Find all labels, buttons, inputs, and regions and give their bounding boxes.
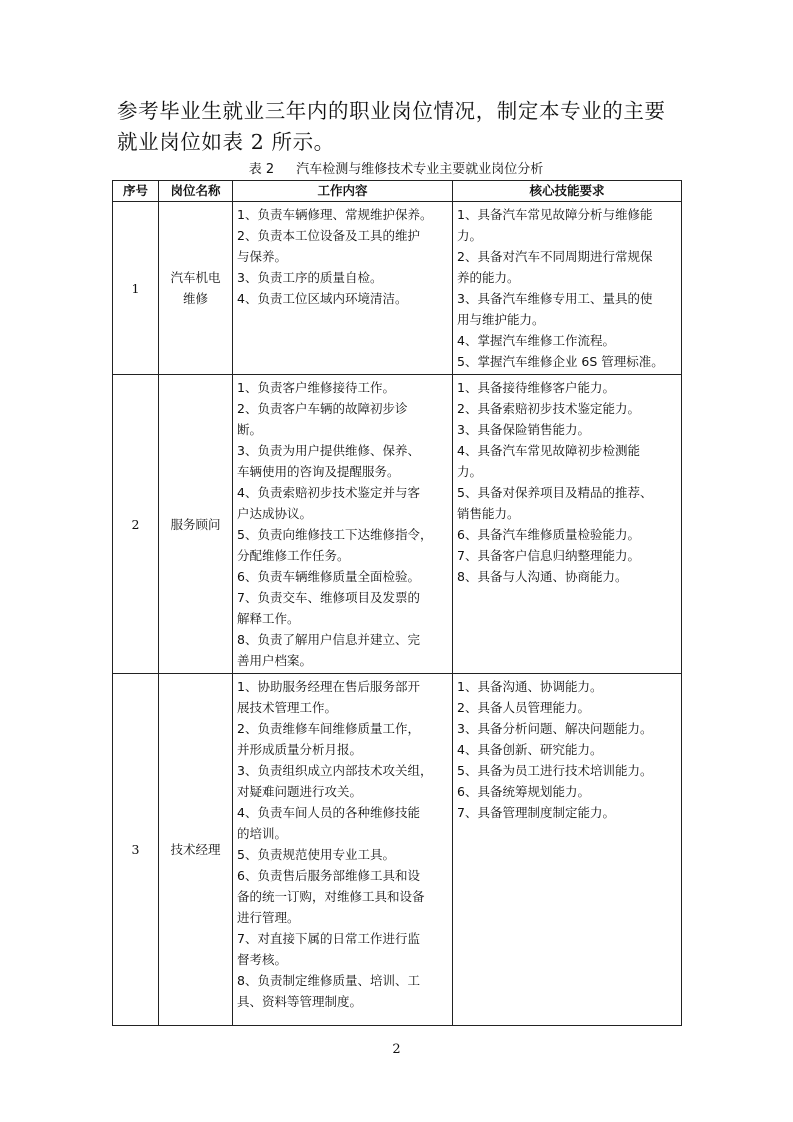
duties-line: 3、负责组织成立内部技术攻关组， [237,763,433,778]
row-duties [233,375,453,674]
row-skills [453,674,682,1026]
intro-paragraph [117,96,687,158]
intro-line-2: 就业岗位如表 2 所示。 [117,130,335,154]
duties-line: 具、资料等管理制度。 [237,994,363,1009]
duties-line: 3、负责工序的质量自检。 [237,270,383,285]
header-skills: 核心技能要求 [453,181,682,202]
skills-line: 2、具备索赔初步技术鉴定能力。 [457,401,640,416]
skills-line: 销售能力。 [457,506,520,521]
row-index: 1 [113,202,159,375]
duties-line: 与保养。 [237,249,288,264]
skills-line: 4、具备创新、研究能力。 [457,742,603,757]
duties-line: 1、负责客户维修接待工作。 [237,380,395,395]
row-skills [453,202,682,375]
duties-line: 的培训。 [237,826,288,841]
duties-line: 对疑难问题进行攻关。 [237,784,363,799]
skills-line: 3、具备保险销售能力。 [457,422,590,437]
duties-line: 4、负责车间人员的各种维修技能 [237,805,420,820]
row-skills [453,375,682,674]
duties-line: 4、负责索赔初步技术鉴定并与客 [237,485,420,500]
position-name-line: 技术经理 [170,842,221,857]
position-name-line: 服务顾问 [170,516,221,532]
row-duties [233,202,453,375]
skills-line: 1、具备接待维修客户能力。 [457,380,615,395]
duties-line: 分配维修工作任务。 [237,548,350,563]
skills-line: 5、掌握汽车维修企业 6S 管理标准。 [457,354,664,369]
duties-line: 并形成质量分析月报。 [237,742,363,757]
duties-line: 备的统一订购，对维修工具和设备 [237,889,425,904]
skills-line: 2、具备对汽车不同周期进行常规保 [457,249,653,264]
skills-line: 用与维护能力。 [457,312,545,327]
table-title: 汽车检测与维修技术专业主要就业岗位分析 [296,162,544,177]
duties-line: 户达成协议。 [237,506,313,521]
duties-line: 进行管理。 [237,910,300,925]
skills-line: 养的能力。 [457,270,520,285]
skills-line: 6、具备统筹规划能力。 [457,784,590,799]
header-duties: 工作内容 [233,181,453,202]
header-index: 序号 [113,181,159,202]
skills-line: 1、具备沟通、协调能力。 [457,679,603,694]
skills-line: 4、掌握汽车维修工作流程。 [457,333,615,348]
skills-line: 8、具备与人沟通、协商能力。 [457,569,628,584]
skills-line: 3、具备汽车维修专用工、量具的使 [457,291,653,306]
duties-line: 车辆使用的咨询及提醒服务。 [237,464,400,479]
row-index: 3 [113,674,159,1026]
row-duties [233,674,453,1026]
skills-line: 2、具备人员管理能力。 [457,700,590,715]
duties-line: 8、负责了解用户信息并建立、完 [237,632,420,647]
duties-line: 6、负责售后服务部维修工具和设 [237,868,420,883]
position-name-line: 维修 [182,291,208,306]
duties-line: 8、负责制定维修质量、培训、工 [237,973,420,988]
skills-line: 5、具备为员工进行技术培训能力。 [457,763,653,778]
duties-line: 1、负责车辆修理、常规维护保养。 [237,207,433,222]
skills-line: 7、具备管理制度制定能力。 [457,805,615,820]
duties-line: 2、负责维修车间维修质量工作， [237,721,420,736]
skills-line: 5、具备对保养项目及精品的推荐、 [457,485,653,500]
duties-line: 6、负责车辆维修质量全面检验。 [237,569,420,584]
intro-line-1: 参考毕业生就业三年内的职业岗位情况，制定本专业的主要 [117,99,666,123]
table-row [113,202,682,375]
row-index: 2 [113,375,159,674]
duties-line: 2、负责客户车辆的故障初步诊 [237,401,408,416]
row-position [159,202,233,375]
duties-line: 4、负责工位区域内环境清洁。 [237,291,408,306]
skills-line: 6、具备汽车维修质量检验能力。 [457,527,640,542]
table-header-row [113,181,682,202]
duties-line: 2、负责本工位设备及工具的维护 [237,228,420,243]
skills-line: 1、具备汽车常见故障分析与维修能 [457,207,653,222]
skills-line: 4、具备汽车常见故障初步检测能 [457,443,640,458]
duties-line: 3、负责为用户提供维修、保养、 [237,443,420,458]
duties-line: 7、负责交车、维修项目及发票的 [237,590,420,605]
skills-line: 力。 [457,228,483,243]
duties-line: 5、负责规范使用专业工具。 [237,847,395,862]
duties-line: 展技术管理工作。 [237,700,338,715]
skills-line: 力。 [457,464,483,479]
duties-line: 解释工作。 [237,611,300,626]
duties-line: 善用户档案。 [237,653,313,668]
row-position [159,375,233,674]
table-caption [112,162,680,178]
duties-line: 断。 [237,422,263,437]
duties-line: 1、协助服务经理在售后服务部开 [237,679,420,694]
skills-line: 3、具备分析问题、解决问题能力。 [457,721,653,736]
skills-line: 7、具备客户信息归纳整理能力。 [457,548,640,563]
duties-line: 5、负责向维修技工下达维修指令， [237,527,433,542]
page-number: 2 [392,1042,401,1057]
position-name-line: 汽车机电 [170,270,221,285]
duties-line: 督考核。 [237,952,288,967]
duties-line: 7、对直接下属的日常工作进行监 [237,931,420,946]
table-row [113,674,682,1026]
table-number: 表 2 [248,162,275,177]
table-row [113,375,682,674]
header-position: 岗位名称 [159,181,233,202]
row-position [159,674,233,1026]
job-position-table [112,180,682,1026]
